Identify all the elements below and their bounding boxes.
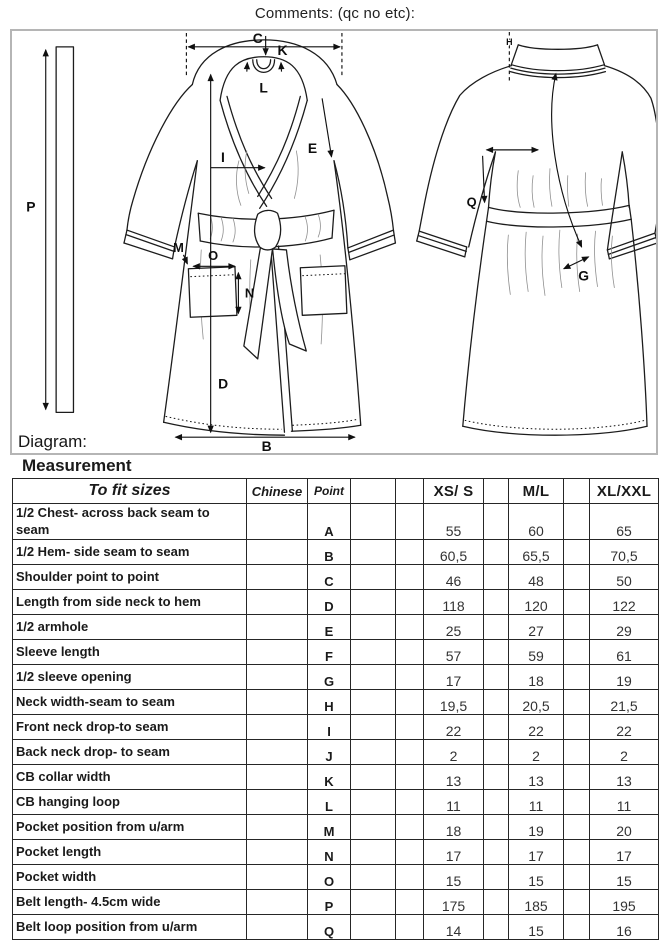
- spacer-cell: [484, 790, 509, 815]
- header-point: Point: [308, 479, 351, 504]
- spacer-cell: [351, 740, 396, 765]
- point-letter: I: [308, 715, 351, 740]
- spacer-cell: [396, 640, 424, 665]
- spacer-cell: [564, 915, 590, 940]
- point-letter: C: [308, 565, 351, 590]
- value-m-l: 27: [509, 615, 564, 640]
- spacer-cell: [484, 815, 509, 840]
- point-letter: G: [308, 665, 351, 690]
- diagram-label-k: K: [277, 41, 288, 58]
- table-row: [13, 890, 659, 915]
- spacer-cell: [484, 504, 509, 540]
- value-m-l: 11: [509, 790, 564, 815]
- value-xl-xxl: 70,5: [590, 540, 659, 565]
- diagram-label-e: E: [307, 139, 318, 156]
- spacer-cell: [351, 790, 396, 815]
- spacer-cell: [564, 665, 590, 690]
- point-letter: J: [308, 740, 351, 765]
- value-m-l: 15: [509, 865, 564, 890]
- value-m-l: 17: [509, 840, 564, 865]
- table-row: [13, 565, 659, 590]
- value-xl-xxl: 22: [590, 715, 659, 740]
- value-xl-xxl: 29: [590, 615, 659, 640]
- point-letter: F: [308, 640, 351, 665]
- spacer-cell: [564, 765, 590, 790]
- table-row: [13, 865, 659, 890]
- value-xs-s: 55: [424, 504, 484, 540]
- spacer-cell: [564, 640, 590, 665]
- table-row: [13, 740, 659, 765]
- value-xl-xxl: 13: [590, 765, 659, 790]
- spacer-cell: [564, 565, 590, 590]
- spacer-cell: [396, 865, 424, 890]
- value-m-l: 15: [509, 915, 564, 940]
- value-m-l: 65,5: [509, 540, 564, 565]
- value-xs-s: 17: [424, 840, 484, 865]
- table-header-row: [13, 479, 659, 504]
- spacer-cell: [396, 815, 424, 840]
- value-xl-xxl: 21,5: [590, 690, 659, 715]
- table-row: [13, 665, 659, 690]
- chinese-cell: [247, 640, 308, 665]
- value-xl-xxl: 61: [590, 640, 659, 665]
- chinese-cell: [247, 590, 308, 615]
- spacer-cell: [564, 790, 590, 815]
- value-m-l: 20,5: [509, 690, 564, 715]
- point-letter: D: [308, 590, 351, 615]
- chinese-cell: [247, 565, 308, 590]
- value-m-l: 18: [509, 665, 564, 690]
- point-letter: M: [308, 815, 351, 840]
- measurement-title: Measurement: [22, 456, 132, 475]
- chinese-cell: [247, 915, 308, 940]
- spacer-cell: [351, 890, 396, 915]
- spacer-cell: [484, 865, 509, 890]
- measurement-name: 1/2 Chest- across back seam to seam: [13, 504, 247, 540]
- value-xs-s: 15: [424, 865, 484, 890]
- point-letter: A: [308, 504, 351, 540]
- value-xs-s: 19,5: [424, 690, 484, 715]
- value-m-l: 2: [509, 740, 564, 765]
- measurement-name: Pocket position from u/arm: [13, 815, 247, 840]
- header-size-xl-xxl: XL/XXL: [590, 479, 659, 504]
- measurement-name: Neck width-seam to seam: [13, 690, 247, 715]
- spacer-cell: [396, 790, 424, 815]
- header-spacer: [396, 479, 424, 504]
- spacer-cell: [484, 690, 509, 715]
- value-m-l: 60: [509, 504, 564, 540]
- value-m-l: 120: [509, 590, 564, 615]
- value-m-l: 48: [509, 565, 564, 590]
- spacer-cell: [564, 690, 590, 715]
- diagram-label-q: Q: [466, 194, 477, 210]
- spacer-cell: [484, 915, 509, 940]
- value-xl-xxl: 11: [590, 790, 659, 815]
- spacer-cell: [351, 665, 396, 690]
- table-row: [13, 915, 659, 940]
- value-m-l: 19: [509, 815, 564, 840]
- spacer-cell: [396, 840, 424, 865]
- value-m-l: 59: [509, 640, 564, 665]
- spacer-cell: [396, 715, 424, 740]
- table-row: [13, 765, 659, 790]
- spacer-cell: [351, 590, 396, 615]
- chinese-cell: [247, 715, 308, 740]
- spacer-cell: [484, 840, 509, 865]
- value-xl-xxl: 19: [590, 665, 659, 690]
- value-xs-s: 175: [424, 890, 484, 915]
- measurement-annotations: [173, 31, 589, 453]
- value-m-l: 22: [509, 715, 564, 740]
- spacer-cell: [484, 615, 509, 640]
- value-xl-xxl: 195: [590, 890, 659, 915]
- value-xs-s: 118: [424, 590, 484, 615]
- point-letter: N: [308, 840, 351, 865]
- spacer-cell: [564, 715, 590, 740]
- spacer-cell: [484, 740, 509, 765]
- spacer-cell: [484, 765, 509, 790]
- measurement-name: 1/2 armhole: [13, 615, 247, 640]
- diagram-label-m: M: [173, 239, 184, 255]
- chinese-cell: [247, 615, 308, 640]
- value-xl-xxl: 16: [590, 915, 659, 940]
- point-letter: H: [308, 690, 351, 715]
- measurement-name: 1/2 Hem- side seam to seam: [13, 540, 247, 565]
- spacer-cell: [484, 640, 509, 665]
- measurement-name: Belt length- 4.5cm wide: [13, 890, 247, 915]
- table-row: [13, 715, 659, 740]
- spacer-cell: [484, 665, 509, 690]
- diagram-label-l: L: [259, 79, 268, 96]
- spacer-cell: [396, 765, 424, 790]
- header-spacer: [484, 479, 509, 504]
- value-xs-s: 60,5: [424, 540, 484, 565]
- spacer-cell: [564, 540, 590, 565]
- spacer-cell: [351, 865, 396, 890]
- robe-back-drawing: [417, 45, 656, 435]
- belt-strip-drawing: [26, 47, 73, 413]
- spacer-cell: [396, 504, 424, 540]
- chinese-cell: [247, 890, 308, 915]
- spacer-cell: [564, 740, 590, 765]
- value-xs-s: 25: [424, 615, 484, 640]
- measurement-name: Shoulder point to point: [13, 565, 247, 590]
- point-letter: Q: [308, 915, 351, 940]
- measurement-name: Length from side neck to hem: [13, 590, 247, 615]
- diagram-label-b: B: [261, 438, 272, 453]
- diagram-label-i: I: [221, 148, 225, 165]
- robe-technical-drawing: [12, 31, 656, 453]
- chinese-cell: [247, 504, 308, 540]
- value-xs-s: 2: [424, 740, 484, 765]
- spacer-cell: [351, 640, 396, 665]
- table-row: [13, 840, 659, 865]
- spacer-cell: [564, 840, 590, 865]
- spacer-cell: [484, 890, 509, 915]
- value-xs-s: 17: [424, 665, 484, 690]
- spacer-cell: [484, 590, 509, 615]
- spacer-cell: [351, 615, 396, 640]
- value-xs-s: 18: [424, 815, 484, 840]
- spacer-cell: [351, 765, 396, 790]
- diagram-label-o: O: [208, 247, 219, 263]
- spacer-cell: [351, 815, 396, 840]
- value-xl-xxl: 2: [590, 740, 659, 765]
- header-spacer: [351, 479, 396, 504]
- chinese-cell: [247, 665, 308, 690]
- measurement-name: Pocket width: [13, 865, 247, 890]
- spacer-cell: [564, 815, 590, 840]
- chinese-cell: [247, 815, 308, 840]
- spacer-cell: [351, 840, 396, 865]
- value-xs-s: 46: [424, 565, 484, 590]
- chinese-cell: [247, 790, 308, 815]
- value-xl-xxl: 65: [590, 504, 659, 540]
- spacer-cell: [396, 890, 424, 915]
- table-row: [13, 590, 659, 615]
- diagram-box: [10, 29, 658, 455]
- table-row: [13, 815, 659, 840]
- measurement-name: CB hanging loop: [13, 790, 247, 815]
- header-size-xs-s: XS/ S: [424, 479, 484, 504]
- point-letter: K: [308, 765, 351, 790]
- measurement-name: Sleeve length: [13, 640, 247, 665]
- diagram-label-c: C: [252, 31, 263, 46]
- robe-front-drawing: [124, 40, 395, 435]
- spacer-cell: [484, 715, 509, 740]
- value-xl-xxl: 20: [590, 815, 659, 840]
- value-xl-xxl: 122: [590, 590, 659, 615]
- table-row: [13, 504, 659, 540]
- value-m-l: 13: [509, 765, 564, 790]
- measurement-table: [12, 478, 659, 940]
- chinese-cell: [247, 865, 308, 890]
- spacer-cell: [396, 540, 424, 565]
- value-xs-s: 13: [424, 765, 484, 790]
- spacer-cell: [396, 565, 424, 590]
- comments-line: Comments: (qc no etc):: [254, 5, 416, 22]
- diagram-label-p: P: [26, 198, 36, 215]
- table-row: [13, 615, 659, 640]
- spacer-cell: [351, 915, 396, 940]
- spacer-cell: [351, 715, 396, 740]
- diagram-label-g: G: [578, 267, 590, 284]
- spacer-cell: [564, 590, 590, 615]
- diagram-label-d: D: [218, 375, 229, 392]
- spacer-cell: [564, 615, 590, 640]
- point-letter: B: [308, 540, 351, 565]
- diagram-caption: Diagram:: [18, 432, 91, 452]
- measurement-name: CB collar width: [13, 765, 247, 790]
- point-letter: E: [308, 615, 351, 640]
- value-xs-s: 22: [424, 715, 484, 740]
- point-letter: L: [308, 790, 351, 815]
- chinese-cell: [247, 740, 308, 765]
- value-xs-s: 14: [424, 915, 484, 940]
- spacer-cell: [484, 565, 509, 590]
- spacer-cell: [351, 565, 396, 590]
- spacer-cell: [564, 890, 590, 915]
- spacer-cell: [396, 915, 424, 940]
- spacer-cell: [484, 540, 509, 565]
- spacer-cell: [396, 590, 424, 615]
- table-row: [13, 640, 659, 665]
- spacer-cell: [351, 690, 396, 715]
- spacer-cell: [396, 740, 424, 765]
- chinese-cell: [247, 540, 308, 565]
- value-xl-xxl: 15: [590, 865, 659, 890]
- chinese-cell: [247, 840, 308, 865]
- measurement-name: Belt loop position from u/arm: [13, 915, 247, 940]
- table-row: [13, 690, 659, 715]
- point-letter: O: [308, 865, 351, 890]
- spacer-cell: [396, 690, 424, 715]
- header-to-fit-sizes: To fit sizes: [13, 479, 247, 504]
- spacer-cell: [396, 665, 424, 690]
- value-xl-xxl: 17: [590, 840, 659, 865]
- diagram-label-n: N: [244, 285, 255, 301]
- header-size-m-l: M/L: [509, 479, 564, 504]
- spacer-cell: [351, 540, 396, 565]
- spacer-cell: [396, 615, 424, 640]
- header-spacer: [564, 479, 590, 504]
- measurement-name: Pocket length: [13, 840, 247, 865]
- measurement-name: Back neck drop- to seam: [13, 740, 247, 765]
- table-row: [13, 540, 659, 565]
- spacer-cell: [351, 504, 396, 540]
- value-xs-s: 57: [424, 640, 484, 665]
- diagram-label-h: H: [506, 36, 513, 47]
- chinese-cell: [247, 690, 308, 715]
- measurement-name: Front neck drop-to seam: [13, 715, 247, 740]
- value-m-l: 185: [509, 890, 564, 915]
- spacer-cell: [564, 865, 590, 890]
- value-xs-s: 11: [424, 790, 484, 815]
- table-row: [13, 790, 659, 815]
- header-chinese: Chinese: [247, 479, 308, 504]
- value-xl-xxl: 50: [590, 565, 659, 590]
- spacer-cell: [564, 504, 590, 540]
- measurement-name: 1/2 sleeve opening: [13, 665, 247, 690]
- point-letter: P: [308, 890, 351, 915]
- chinese-cell: [247, 765, 308, 790]
